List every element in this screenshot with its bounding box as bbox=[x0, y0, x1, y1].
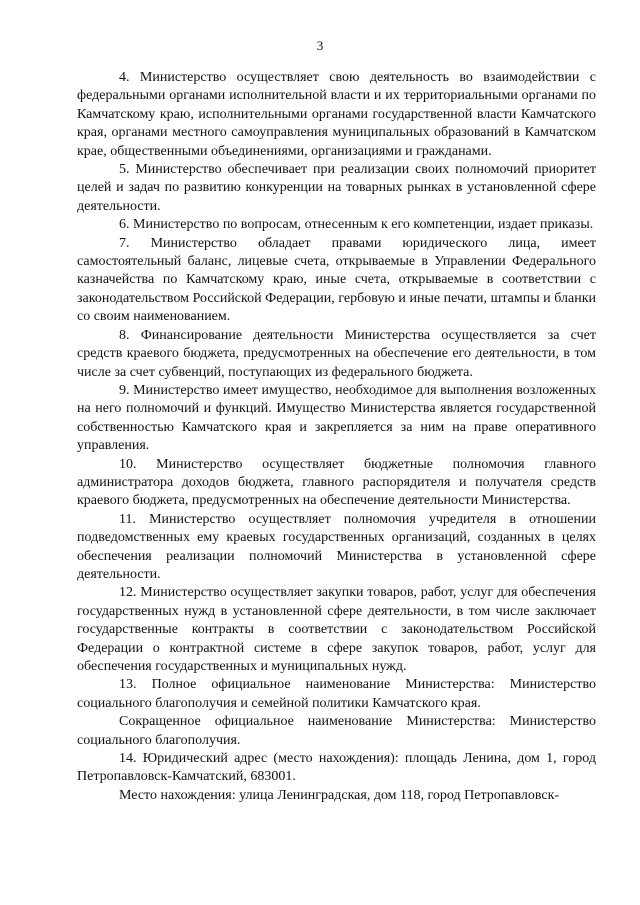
paragraph-12: 12. Министерство осуществляет закупки товаров, работ, услуг для обеспечения государственных нужд в установленной сфере деятельности, в том числе заключает государственные контракты в соответствии с законодательством Российской Федерации о контрактной системе в сфере закупок товаров, работ, услуг для обеспечения государственных и муниципальных нужд. bbox=[77, 585, 596, 674]
paragraph-7: 7. Министерство обладает правами юридического лица, имеет самостоятельный баланс, лицевые счета, открываемые в Управлении Федерального казначейства по Камчатскому краю, иные счета, открываемые в соответствии с законодательством Российской Федерации, гербовую и иные печати, штампы и бланки со своим наименованием. bbox=[77, 235, 596, 325]
document-body bbox=[77, 69, 596, 805]
paragraph-5: 5. Министерство обеспечивает при реализации своих полномочий приоритет целей и задач по развитию конкуренции на товарных рынках в установленной сфере деятельности. bbox=[77, 162, 596, 214]
paragraph-13-short-name: Сокращенное официальное наименование Министерства: Министерство социального благополучия. bbox=[77, 714, 596, 748]
paragraph-location: Место нахождения: улица Ленинградская, дом 118, город Петропавловск- bbox=[119, 787, 560, 803]
paragraph-13: 13. Полное официальное наименование Министерства: Министерство социального благополучия и семейной политики Камчатского края. bbox=[77, 677, 596, 711]
page-number: 3 bbox=[316, 38, 324, 53]
paragraph-4: 4. Министерство осуществляет свою деятельность во взаимодействии с федеральными органами исполнительной власти и их территориальными органами по Камчатскому краю, исполнительными органами государственной власти Камчатского края, органами местного самоуправления муниципальных образований в Камчатском крае, общественными объединениями, организациями и гражданами. bbox=[77, 70, 596, 159]
paragraph-11: 11. Министерство осуществляет полномочия учредителя в отношении подведомственных ему краевых государственных организаций, созданных в целях обеспечения реализации полномочий Министерства в установленной сфере деятельности. bbox=[77, 511, 596, 582]
paragraph-8: 8. Финансирование деятельности Министерства осуществляется за счет средств краевого бюджета, предусмотренных на обеспечение его деятельности, в том числе за счет субвенций, поступающих из федерального бюджета. bbox=[77, 327, 596, 380]
paragraph-14: 14. Юридический адрес (место нахождения): площадь Ленина, дом 1, город Петропавловск-Камчатский, 683001. bbox=[77, 751, 596, 785]
paragraph-6: 6. Министерство по вопросам, отнесенным к его компетенции, издает приказы. bbox=[119, 217, 594, 233]
paragraph-9: 9. Министерство имеет имущество, необходимое для выполнения возложенных на него полномочий и функций. Имущество Министерства является государственной собственностью Камчатского края и закрепляется за ним на праве оперативного управления. bbox=[77, 382, 596, 454]
paragraph-10: 10. Министерство осуществляет бюджетные полномочия главного администратора доходов бюджета, главного распорядителя и получателя средств краевого бюджета, предусмотренных на обеспечение деятельности Министерства. bbox=[77, 456, 596, 509]
